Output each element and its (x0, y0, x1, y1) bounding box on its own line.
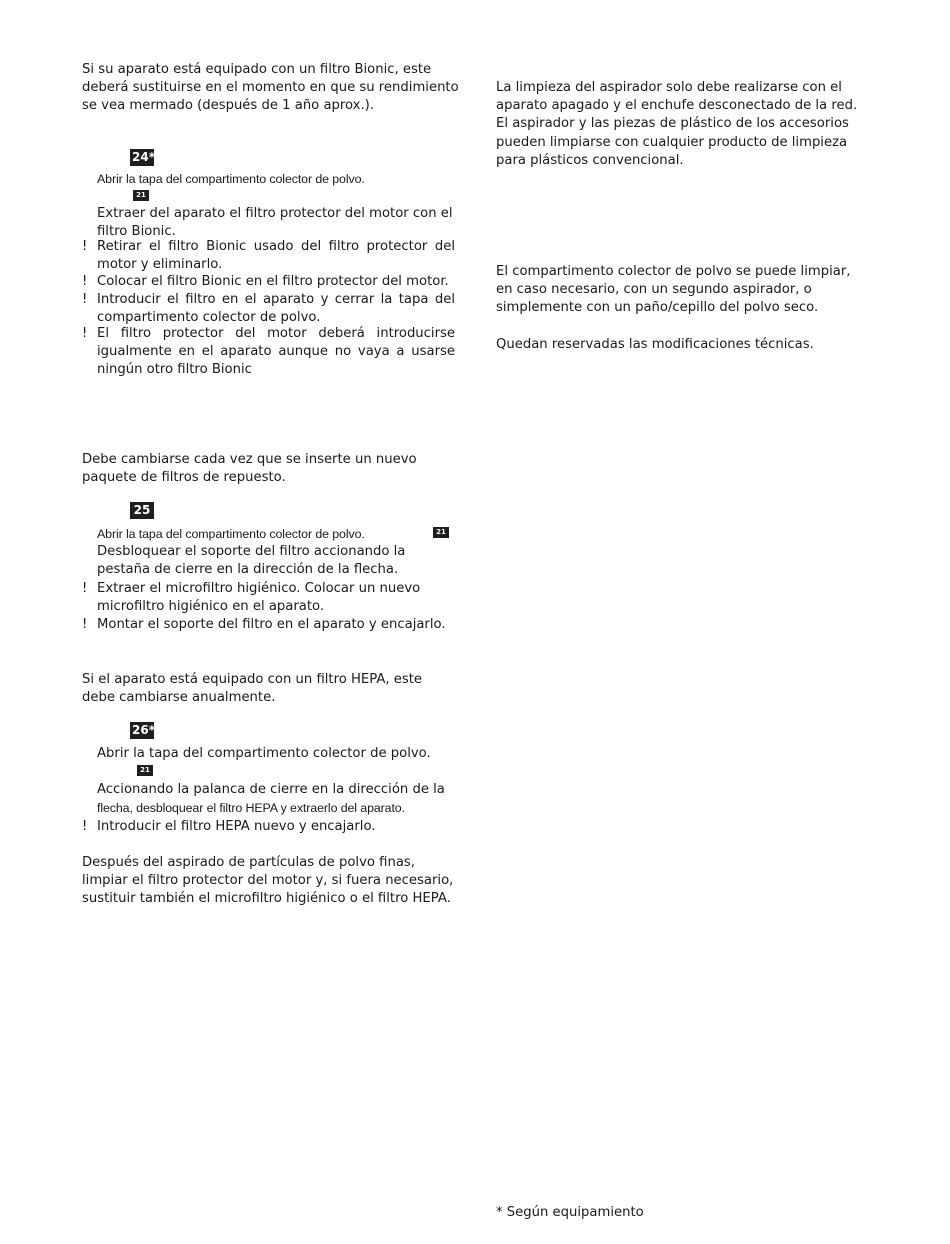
hepa-step-1: Abrir la tapa del compartimento colector de polvo. (97, 746, 431, 761)
footnote: * Según equipamiento (496, 1205, 644, 1220)
figure-ref-21: 21 (133, 190, 149, 201)
microfilter-step-1: Abrir la tapa del compartimento colector de polvo. (97, 527, 365, 541)
figure-ref-25: 25 (130, 502, 154, 519)
bionic-step-4 (82, 273, 457, 291)
bullet-mark: ! (82, 581, 88, 596)
bionic-step-5-text: Introducir el filtro en el aparato y cerrar la tapa del compartimento colector de polvo. (97, 292, 455, 326)
microfilter-step-3-text: Extraer el microfiltro higiénico. Colocar un nuevo microfiltro higiénico en el aparato. (97, 581, 421, 615)
figure-ref-24: 24* (132, 150, 155, 164)
bullet-mark: ! (82, 274, 88, 289)
hepa-step-2-line-2: flecha, desbloquear el filtro HEPA y extraerlo del aparato. (97, 801, 405, 815)
microfilter-step-4-text: Montar el soporte del filtro en el aparato y encajarlo. (97, 617, 446, 632)
bionic-step-6 (82, 325, 455, 380)
bionic-intro-text: Si su aparato está equipado con un filtro Bionic, este deberá sustituirse en el momento en que su rendimiento se vea mermado (después de 1 año aprox.). (82, 62, 459, 114)
microfilter-step-2: Desbloquear el soporte del filtro accionando la pestaña de cierre en la dirección de la flecha. (97, 544, 406, 578)
hepa-step-2-line-1: Accionando la palanca de cierre en la dirección de la (97, 782, 445, 797)
dust-compartment-text: El compartimento colector de polvo se puede limpiar, en caso necesario, con un segundo aspirador, o simplemente con un paño/cepillo del polvo seco. (496, 264, 851, 316)
bionic-step-6-text: El filtro protector del motor deberá introducirse igualmente en el aparato aunque no vaya a usarse ningún otro filtro Bionic (97, 326, 455, 378)
hepa-step-3 (82, 818, 457, 836)
bullet-mark: ! (82, 326, 88, 341)
figure-ref-26: 26* (132, 723, 155, 737)
hepa-step-3-text: Introducir el filtro HEPA nuevo y encajarlo. (97, 819, 376, 834)
bullet-mark: ! (82, 617, 88, 632)
figure-ref-21: 21 (137, 765, 153, 776)
bionic-step-4-text: Colocar el filtro Bionic en el filtro protector del motor. (97, 274, 449, 289)
bullet-mark: ! (82, 819, 88, 834)
bionic-step-3 (82, 238, 455, 274)
figure-ref-21: 21 (433, 527, 449, 538)
bionic-step-1: Abrir la tapa del compartimento colector de polvo. (97, 172, 365, 186)
modifications-text: Quedan reservadas las modificaciones técnicas. (496, 337, 814, 352)
microfilter-intro-text: Debe cambiarse cada vez que se inserte un nuevo paquete de filtros de repuesto. (82, 452, 417, 486)
cleaning-text: La limpieza del aspirador solo debe realizarse con el aparato apagado y el enchufe desconectado de la red. El aspirador y las piezas de plástico de los accesorios pueden limpiarse con cualquier producto de limpieza para plásticos convencional. (496, 80, 858, 168)
bionic-step-2: Extraer del aparato el filtro protector del motor con el filtro Bionic. (97, 206, 453, 240)
bullet-mark: ! (82, 239, 88, 254)
bullet-mark: ! (82, 292, 88, 307)
hepa-intro-text: Si el aparato está equipado con un filtro HEPA, este debe cambiarse anualmente. (82, 672, 423, 706)
bionic-step-3-text: Retirar el filtro Bionic usado del filtro protector del motor y eliminarlo. (97, 239, 455, 273)
fine-dust-note: Después del aspirado de partículas de polvo finas, limpiar el filtro protector del motor y, si fuera necesario, sustituir también el microfiltro higiénico o el filtro HEPA. (82, 855, 454, 907)
bionic-step-5 (82, 291, 455, 327)
microfilter-step-4 (82, 616, 467, 634)
microfilter-step-3 (82, 580, 457, 616)
